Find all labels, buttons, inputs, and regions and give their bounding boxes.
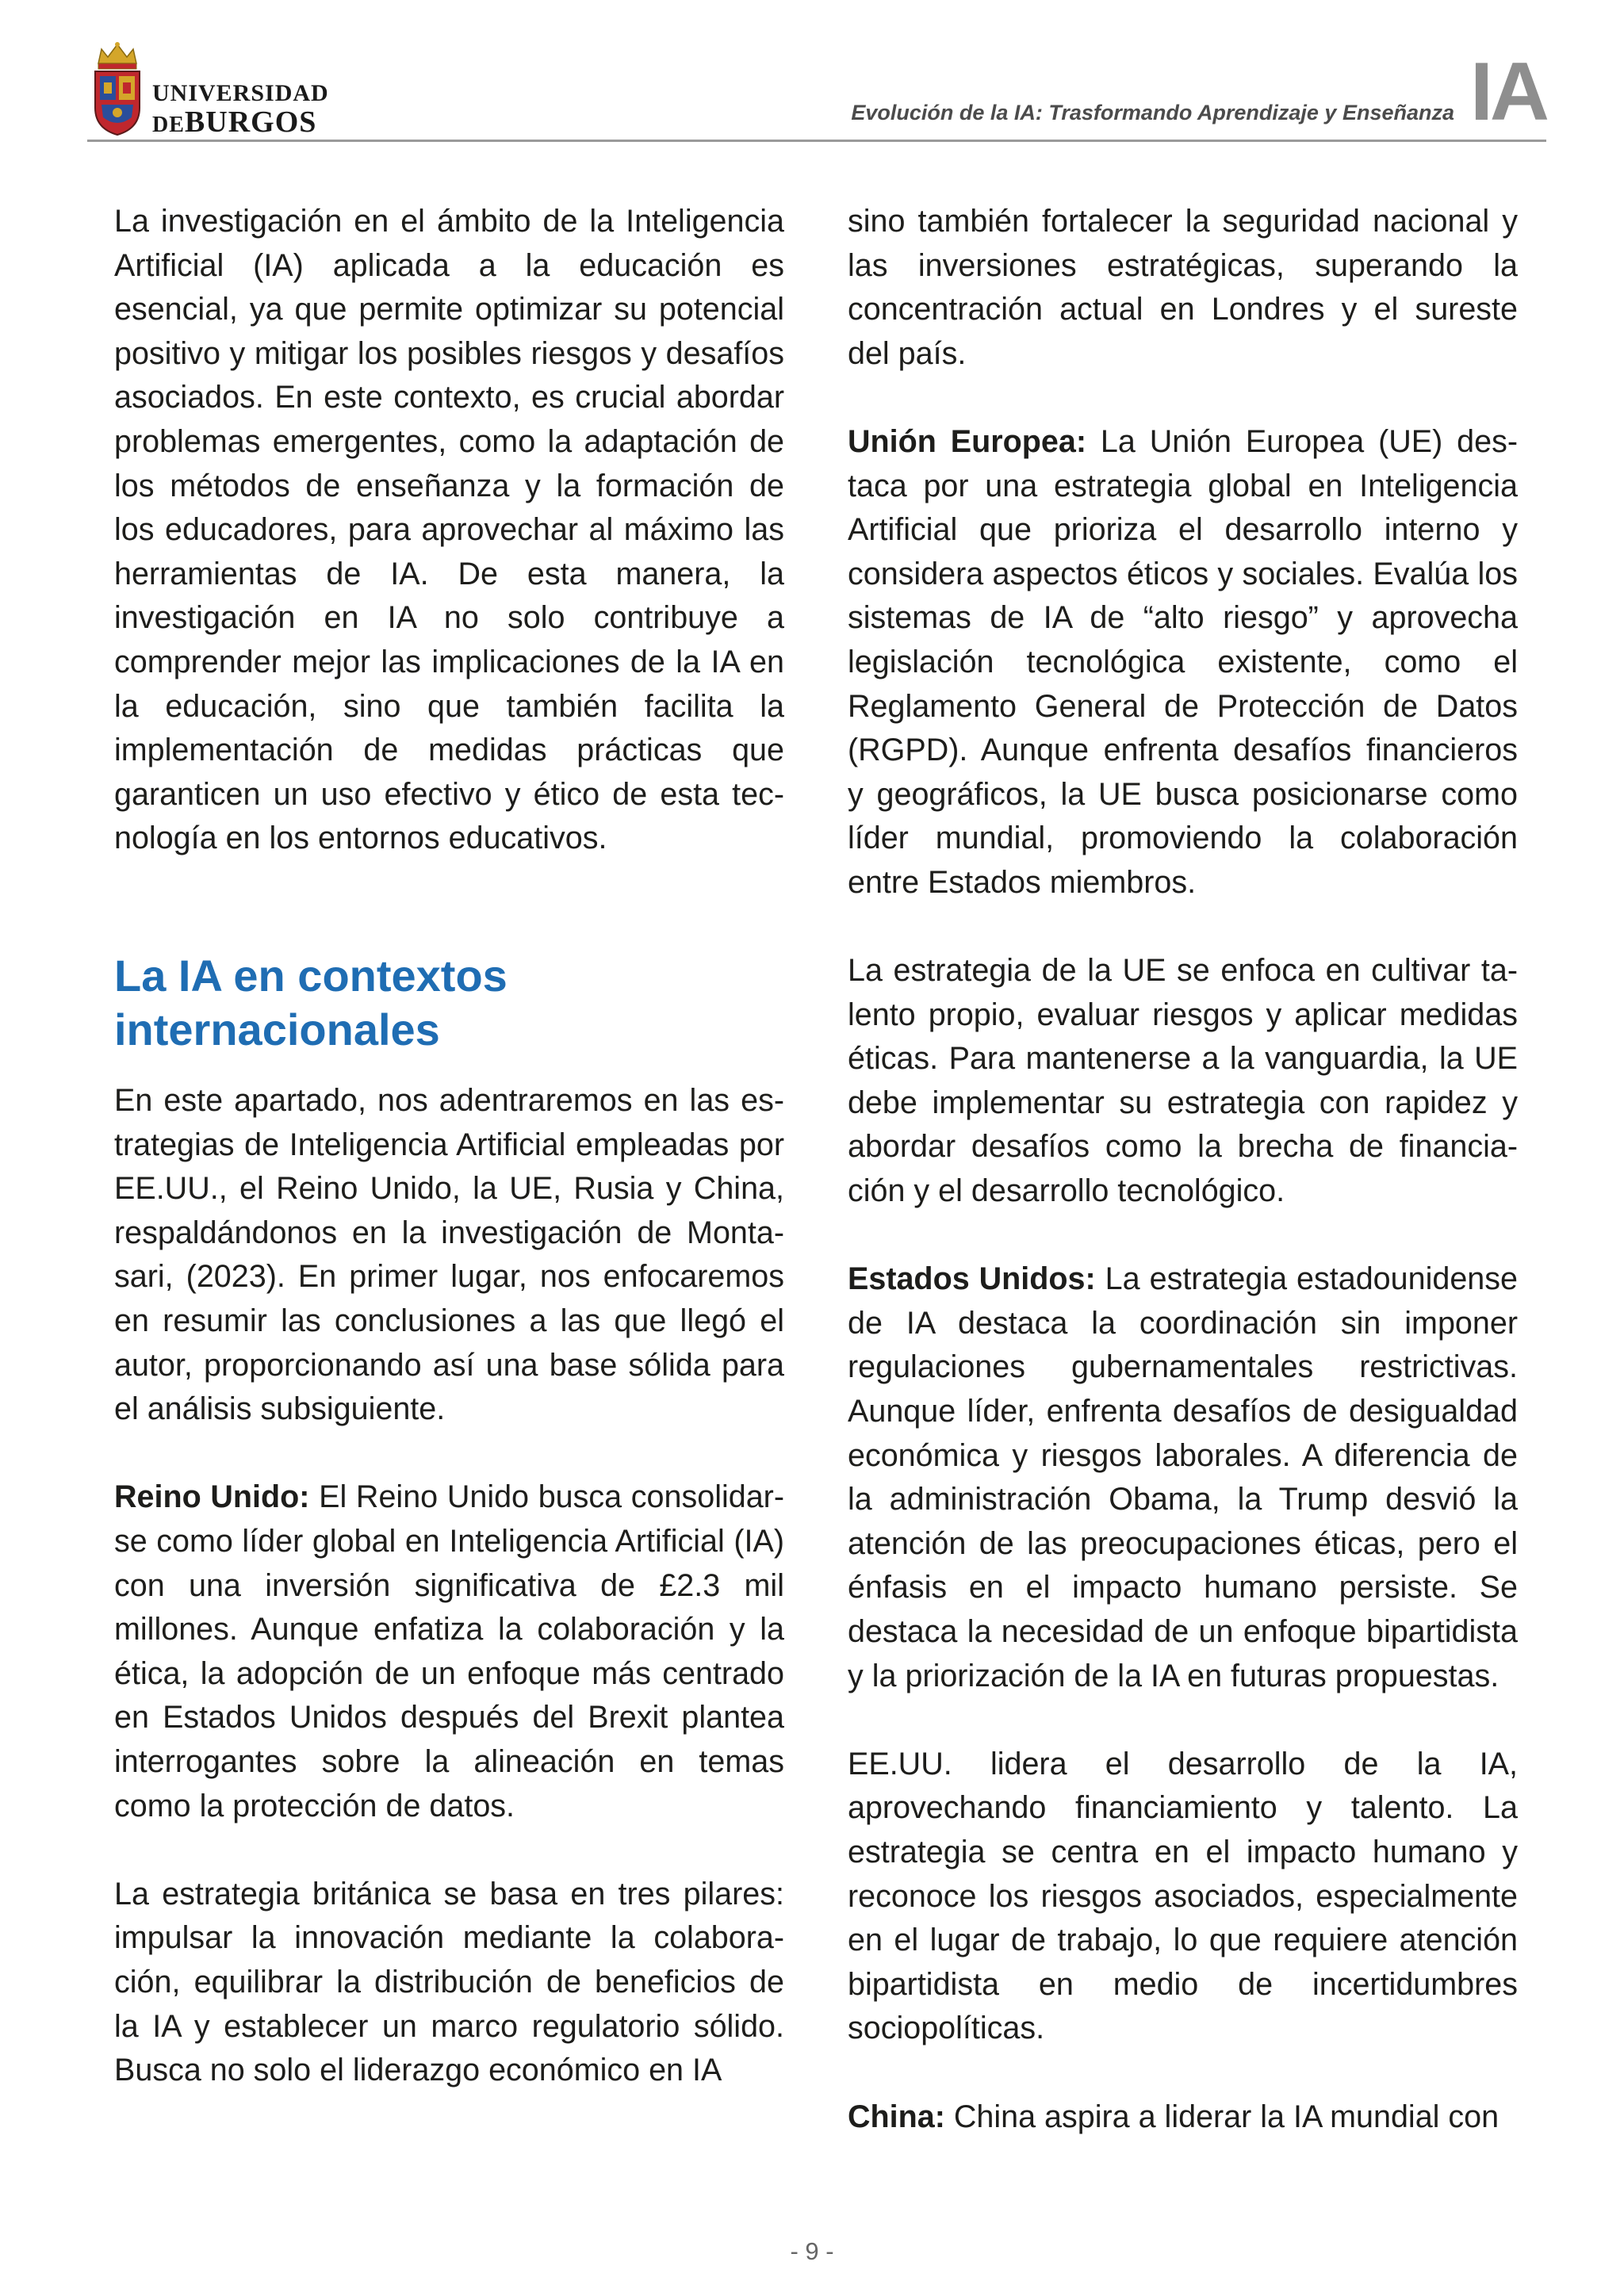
us-paragraph bbox=[848, 1257, 1518, 1698]
page-header bbox=[87, 40, 1546, 144]
page-number: - 9 - bbox=[790, 2237, 834, 2265]
eu-lead: Unión Europea: bbox=[848, 423, 1086, 459]
china-text: China aspira a liderar la IA mundial con bbox=[944, 2099, 1500, 2134]
uk-lead: Reino Unido: bbox=[114, 1479, 310, 1515]
eu-paragraph bbox=[848, 420, 1518, 905]
university-line1: UNIVERSIDAD bbox=[152, 80, 329, 106]
section-heading-line1: La IA en contextos bbox=[114, 951, 508, 1001]
eu-text: La Unión Europea (UE) destaca por una estrategia global en Inteligencia Artificial que prioriza el desarrollo interno y considera aspectos éticos y sociales. Evalúa los sistemas de IA de “alto riesgo” y aprovecha legislación tecnológica existente, como el Reglamento General de Protección de Datos (RGPD). Aunque enfrenta desafíos financieros y geográficos, la UE busca posicionarse como líder mundial, promoviendo la colaboración entre Estados miembros. bbox=[848, 423, 1518, 900]
university-line2-prefix: DE bbox=[152, 113, 185, 137]
china-paragraph bbox=[848, 2095, 1518, 2140]
china-lead: China: bbox=[848, 2099, 945, 2134]
eu-strategy-paragraph: La estrategia de la UE se enfoca en cultivar talento propio, evaluar riesgos y aplicar medidas éticas. Para mantenerse a la vanguardia, la UE debe implementar su estrategia con rapidez y abordar desafíos como la brecha de financiación y el desarrollo tecnológico. bbox=[848, 953, 1518, 1209]
university-logo bbox=[87, 40, 357, 143]
ia-mark: IA bbox=[1470, 46, 1546, 138]
us-lead: Estados Unidos: bbox=[848, 1261, 1096, 1297]
section-heading bbox=[114, 949, 784, 1057]
university-line2-main: BURGOS bbox=[184, 105, 317, 139]
university-crest-icon bbox=[90, 40, 144, 138]
university-line2 bbox=[152, 106, 329, 141]
uk-paragraph bbox=[114, 1475, 784, 1828]
us-text: La estrategia estadounidense de IA destaca la coordinación sin imponer regulaciones gubernamentales restrictivas. Aunque líder, enfrenta desafíos de desigualdad económica y riesgos laborales. A diferencia de la administración Obama, la Trump desvió la atención de las preocupaciones éticas, pero el énfasis en el impacto humano persiste. Se destaca la necesidad de un enfoque bipartidista y la priorización de la IA en futuras propuestas. bbox=[848, 1261, 1518, 1693]
uk-text: El Reino Unido busca consolidarse como líder global en Inteligencia Artificial (IA) con una inversión significativa de £2.3 mil millones. Aunque enfatiza la colaboración y la ética, la adopción de un enfoque más centrado en Estados Unidos después del Brexit plantea interrogantes sobre la alineación en temas como la protección de datos. bbox=[114, 1479, 784, 1823]
us-strategy-paragraph: EE.UU. lidera el desarrollo de la IA, aprovechando financiamiento y talento. La estrategia se centra en el impacto humano y reconoce los riesgos asociados, especialmente en el lugar de trabajo, lo que requiere atención bipartidista en medio de incertidumbres sociopolíticas. bbox=[848, 1746, 1518, 2046]
section-heading-line2: internacionales bbox=[114, 1004, 440, 1055]
section-intro-paragraph: En este apartado, nos adentraremos en las estrategias de Inteligencia Artificial empleadas por EE.UU., el Reino Unido, la UE, Rusia y China, respaldándonos en la investigación de Montasari, (2023). En primer lugar, nos enfocaremos en resumir las conclusiones a las que llegó el autor, proporcionando así una base sólida para el análisis subsiguiente. bbox=[114, 1083, 784, 1427]
intro-paragraph: La investigación en el ámbito de la Inteligencia Artificial (IA) aplicada a la educación es esencial, ya que permite optimizar su potencial positivo y mitigar los posibles riesgos y desafíos asociados. En este contexto, es crucial abordar problemas emergentes, como la adaptación de los métodos de enseñanza y la formación de los educadores, para aprovechar al máximo las herramientas de IA. De esta manera, la investigación en IA no solo contribuye a comprender mejor las implicaciones de la IA en la educación, sino que también facilita la implementación de medidas prácticas que garanticen un uso efectivo y ético de esta tecnología en los entornos educativos. bbox=[114, 204, 784, 856]
uk-strategy-paragraph: La estrategia británica se basa en tres pilares: impulsar la innovación mediante la colaboración, equilibrar la distribución de beneficios de la IA y establecer un marco regulatorio sólido. Busca no solo el liderazgo económico en IA bbox=[114, 1876, 784, 2088]
spacer bbox=[114, 905, 784, 950]
left-column bbox=[114, 200, 784, 2137]
running-title: Evolución de la IA: Trasformando Aprendizaje y Enseñanza bbox=[851, 101, 1454, 124]
uk-continuation-paragraph: sino también fortalecer la seguridad nacional y las inversiones estratégicas, superando la concentración actual en Londres y el sureste del país. bbox=[848, 204, 1518, 371]
university-wordmark bbox=[152, 81, 329, 141]
header-divider bbox=[87, 140, 1546, 142]
right-column bbox=[848, 200, 1518, 2183]
